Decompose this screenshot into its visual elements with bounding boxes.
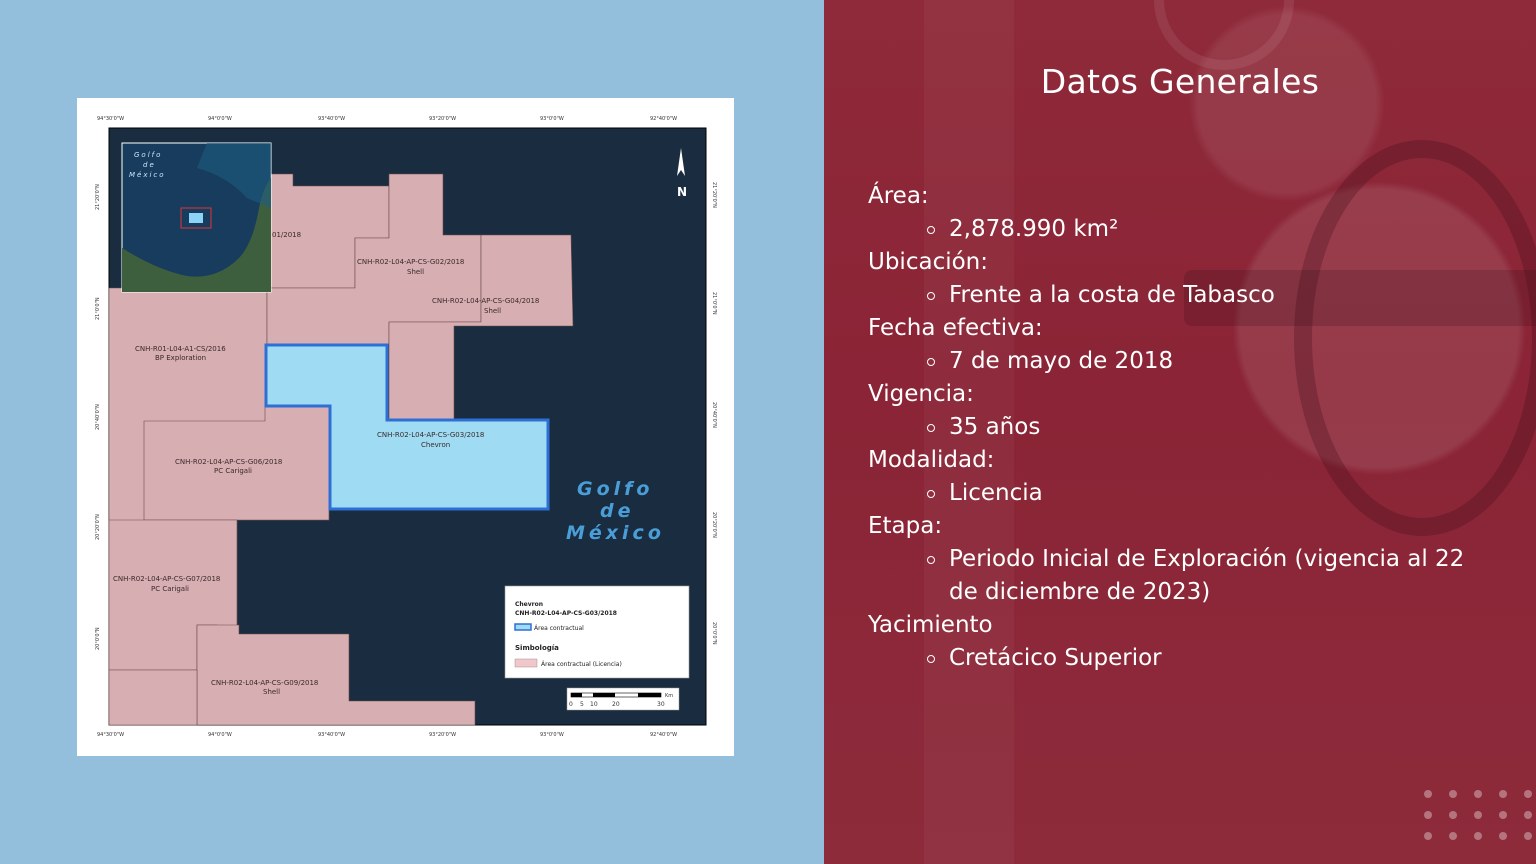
svg-text:Km: Km (665, 693, 674, 699)
inset-map (122, 143, 271, 292)
label-etapa: Etapa: (868, 513, 943, 539)
right-panel (824, 0, 1536, 864)
svg-text:20°0'0"N: 20°0'0"N (711, 622, 717, 645)
label-area: Área: (868, 183, 929, 209)
label-block-g06-op: PC Carigali (214, 467, 252, 475)
decorative-dots (1424, 790, 1536, 840)
coordinates-bottom (97, 732, 677, 738)
svg-text:94°30'0"W: 94°30'0"W (97, 732, 125, 738)
legend-title-2: CNH-R02-L04-AP-CS-G03/2018 (515, 610, 617, 617)
value-etapa-line-1: Periodo Inicial de Exploración (vigencia al 22 (949, 546, 1465, 572)
svg-text:92°40'0"W: 92°40'0"W (650, 116, 678, 122)
legend-item-2: Área contractual (Licencia) (541, 661, 622, 668)
background-gauge (1154, 0, 1294, 70)
legend-heading: Simbología (515, 644, 559, 652)
svg-text:94°0'0"W: 94°0'0"W (208, 732, 232, 738)
value-yacimiento: Cretácico Superior (868, 642, 1508, 675)
inset-label-2: de (143, 161, 156, 169)
value-ubicacion: Frente a la costa de Tabasco (868, 279, 1508, 312)
svg-text:93°40'0"W: 93°40'0"W (318, 732, 346, 738)
value-fecha: 7 de mayo de 2018 (868, 345, 1508, 378)
label-block-g09: CNH-R02-L04-AP-CS-G09/2018 (211, 679, 319, 687)
label-block-g03: CNH-R02-L04-AP-CS-G03/2018 (377, 431, 485, 439)
svg-text:21°20'0"N: 21°20'0"N (95, 184, 101, 210)
block-sw (109, 670, 197, 725)
map-frame (77, 98, 734, 756)
svg-text:20: 20 (612, 701, 620, 708)
gulf-label-1: Golfo (577, 478, 654, 500)
svg-text:94°30'0"W: 94°30'0"W (97, 116, 125, 122)
gulf-label-2: de (600, 500, 635, 522)
legend-swatch-contract (515, 624, 531, 630)
label-vigencia: Vigencia: (868, 381, 974, 407)
label-block-g02: CNH-R02-L04-AP-CS-G02/2018 (357, 258, 465, 266)
label-modalidad: Modalidad: (868, 447, 995, 473)
svg-text:93°0'0"W: 93°0'0"W (540, 732, 564, 738)
label-block-01: 01/2018 (272, 231, 302, 239)
value-vigencia: 35 años (868, 411, 1508, 444)
slide-title: Datos Generales (1040, 62, 1320, 101)
svg-text:20°20'0"N: 20°20'0"N (95, 514, 101, 540)
label-block-g04: CNH-R02-L04-AP-CS-G04/2018 (432, 297, 540, 305)
scale-bar (567, 688, 679, 710)
label-block-g07-op: PC Carigali (151, 585, 189, 593)
inset-label-3: México (129, 171, 166, 179)
coordinates-left (95, 184, 101, 650)
svg-text:93°0'0"W: 93°0'0"W (540, 116, 564, 122)
svg-text:20°0'0"N: 20°0'0"N (95, 627, 101, 650)
inset-label-1: Golfo (134, 151, 163, 159)
label-block-bp-op: BP Exploration (155, 354, 207, 362)
svg-text:20°20'0"N: 20°20'0"N (711, 512, 717, 538)
svg-text:93°40'0"W: 93°40'0"W (318, 116, 346, 122)
svg-text:20°40'0"N: 20°40'0"N (95, 404, 101, 430)
svg-text:5: 5 (580, 701, 584, 708)
svg-text:21°20'0"N: 21°20'0"N (711, 182, 717, 208)
svg-text:94°0'0"W: 94°0'0"W (208, 116, 232, 122)
info-list (868, 180, 1508, 675)
svg-text:20°40'0"N: 20°40'0"N (711, 402, 717, 428)
inset-contract-marker (189, 213, 203, 223)
svg-text:21°0'0"N: 21°0'0"N (95, 297, 101, 320)
label-block-g09-op: Shell (263, 688, 281, 696)
svg-text:30: 30 (657, 701, 665, 708)
value-etapa (868, 543, 1508, 609)
svg-text:21°0'0"N: 21°0'0"N (711, 292, 717, 315)
label-block-g02-op: Shell (407, 268, 425, 276)
coordinates-right (711, 182, 717, 645)
legend-title-1: Chevron (515, 601, 544, 608)
label-fecha: Fecha efectiva: (868, 315, 1043, 341)
label-block-g03-op: Chevron (421, 441, 451, 449)
map-canvas (77, 98, 734, 756)
coordinates-top (97, 116, 677, 122)
value-area: 2,878.990 km² (868, 213, 1508, 246)
svg-text:93°20'0"W: 93°20'0"W (429, 116, 457, 122)
label-block-g06: CNH-R02-L04-AP-CS-G06/2018 (175, 458, 283, 466)
svg-text:10: 10 (590, 701, 598, 708)
legend-item-1: Área contractual (534, 625, 584, 632)
label-yacimiento: Yacimiento (868, 612, 993, 638)
svg-text:93°20'0"W: 93°20'0"W (429, 732, 457, 738)
label-block-g04-op: Shell (484, 307, 502, 315)
label-block-bp: CNH-R01-L04-A1-CS/2016 (135, 345, 226, 353)
legend-swatch-license (515, 659, 537, 667)
map-legend (505, 586, 689, 678)
label-block-g07: CNH-R02-L04-AP-CS-G07/2018 (113, 575, 221, 583)
value-etapa-line-2: de diciembre de 2023) (949, 579, 1211, 605)
svg-text:N: N (677, 185, 688, 199)
svg-text:92°40'0"W: 92°40'0"W (650, 732, 678, 738)
svg-text:0: 0 (569, 701, 573, 708)
value-modalidad: Licencia (868, 477, 1508, 510)
label-ubicacion: Ubicación: (868, 249, 988, 275)
gulf-label-3: México (566, 522, 665, 544)
